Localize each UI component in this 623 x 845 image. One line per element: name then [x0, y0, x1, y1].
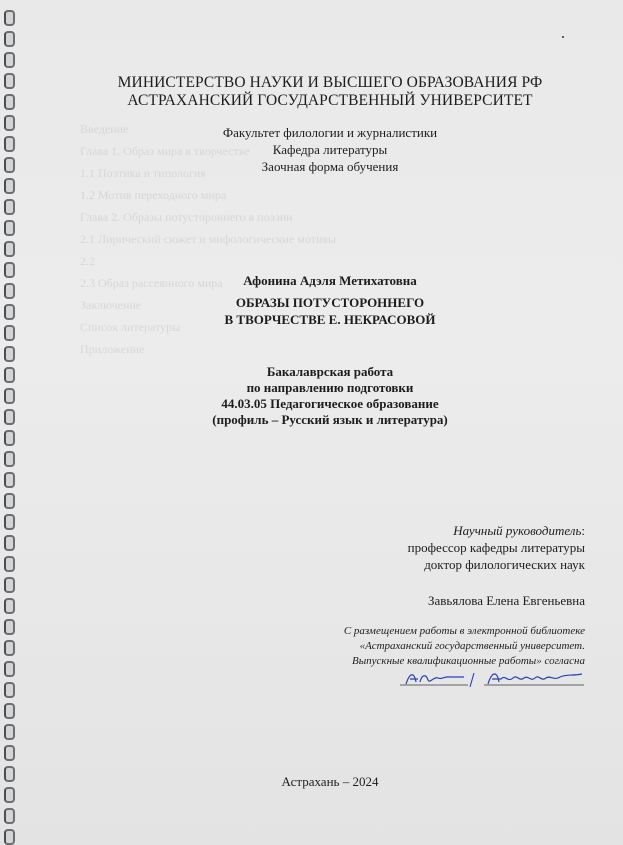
- binding-ring: [4, 283, 15, 299]
- supervisor-label: Научный руководитель: [453, 523, 582, 538]
- binding-ring: [4, 619, 15, 635]
- title-line-2: В ТВОРЧЕСТВЕ Е. НЕКРАСОВОЙ: [224, 312, 436, 327]
- thesis-direction: по направлению подготовки: [246, 380, 414, 395]
- binding-ring: [4, 52, 15, 68]
- supervisor-position: профессор кафедры литературы: [407, 540, 585, 555]
- work-title-block: [30, 272, 623, 328]
- binding-ring: [4, 115, 15, 131]
- binding-ring: [4, 73, 15, 89]
- binding-ring: [4, 766, 15, 782]
- binding-ring: [4, 94, 15, 110]
- ghost-line: 1.2 Мотив переходного мира: [80, 188, 227, 202]
- city-year: Астрахань – 2024: [281, 774, 379, 789]
- binding-ring: [4, 556, 15, 572]
- binding-ring: [4, 745, 15, 761]
- binding-ring: [4, 199, 15, 215]
- study-form: Заочная форма обучения: [261, 159, 399, 174]
- binding-ring: [4, 577, 15, 593]
- binding-ring: [4, 346, 15, 362]
- binding-ring: [4, 178, 15, 194]
- binding-ring: [4, 514, 15, 530]
- ghost-line: 2.1 Лирический сюжет и мифологические мотивы: [80, 232, 337, 246]
- spiral-binding: [0, 0, 16, 845]
- ministry-header: [30, 74, 623, 110]
- binding-ring: [4, 325, 15, 341]
- binding-ring: [4, 472, 15, 488]
- binding-ring: [4, 829, 15, 845]
- binding-ring: [4, 367, 15, 383]
- binding-ring: [4, 661, 15, 677]
- thesis-code: 44.03.05 Педагогическое образование: [221, 396, 439, 411]
- thesis-profile: (профиль – Русский язык и литература): [212, 412, 448, 427]
- binding-ring: [4, 304, 15, 320]
- ghost-line: Глава 1. Образ мира в творчестве: [80, 144, 250, 158]
- binding-ring: [4, 136, 15, 152]
- ghost-line: 2.2: [80, 254, 95, 268]
- signature: [398, 668, 586, 690]
- binding-ring: [4, 31, 15, 47]
- binding-ring: [4, 640, 15, 656]
- ministry-name: МИНИСТЕРСТВО НАУКИ И ВЫСШЕГО ОБРАЗОВАНИЯ РФ: [117, 74, 543, 91]
- ghost-line: Заключение: [80, 298, 142, 312]
- department-name: Кафедра литературы: [272, 142, 388, 157]
- binding-ring: [4, 451, 15, 467]
- supervisor-degree: доктор филологических наук: [424, 557, 585, 572]
- ghost-line: 2.3 Образ рассеянного мира: [80, 276, 223, 290]
- author-name: Афонина Адэля Метихатовна: [243, 273, 417, 288]
- faculty-name: Факультет филологии и журналистики: [222, 125, 438, 140]
- ghost-line: 1.1 Поэтика и типология: [80, 166, 206, 180]
- consent-line-3: Выпускные квалификационные работы» согласна: [352, 655, 585, 667]
- ghost-line: Глава 2. Образы потустороннего в поэзии: [80, 210, 293, 224]
- thesis-info: [30, 364, 623, 428]
- ghost-line: Приложение: [80, 342, 145, 356]
- binding-ring: [4, 535, 15, 551]
- title-line-1: ОБРАЗЫ ПОТУСТОРОННЕГО: [235, 295, 425, 310]
- supervisor-block: [165, 522, 585, 573]
- thesis-type: Бакалаврская работа: [266, 364, 394, 379]
- binding-ring: [4, 262, 15, 278]
- binding-ring: [4, 388, 15, 404]
- supervisor-name: Завьялова Елена Евгеньевна: [427, 593, 585, 608]
- ghost-line: Введение: [80, 122, 129, 136]
- paper-speck: [562, 36, 564, 38]
- binding-ring: [4, 409, 15, 425]
- supervisor-colon: :: [581, 523, 585, 538]
- binding-ring: [4, 241, 15, 257]
- ghost-line: Список литературы: [80, 320, 181, 334]
- binding-ring: [4, 787, 15, 803]
- binding-ring: [4, 682, 15, 698]
- consent-line-1: С размещением работы в электронной библиотеке: [343, 625, 585, 637]
- binding-ring: [4, 808, 15, 824]
- binding-ring: [4, 10, 15, 26]
- binding-ring: [4, 493, 15, 509]
- binding-ring: [4, 157, 15, 173]
- faculty-block: [30, 124, 623, 175]
- consent-line-2: «Астраханский государственный университет.: [359, 640, 585, 652]
- signature-graphic: [398, 668, 586, 690]
- binding-ring: [4, 220, 15, 236]
- binding-ring: [4, 598, 15, 614]
- university-name: АСТРАХАНСКИЙ ГОСУДАРСТВЕННЫЙ УНИВЕРСИТЕТ: [127, 92, 533, 109]
- library-consent: [165, 624, 585, 669]
- binding-ring: [4, 724, 15, 740]
- binding-ring: [4, 703, 15, 719]
- binding-ring: [4, 430, 15, 446]
